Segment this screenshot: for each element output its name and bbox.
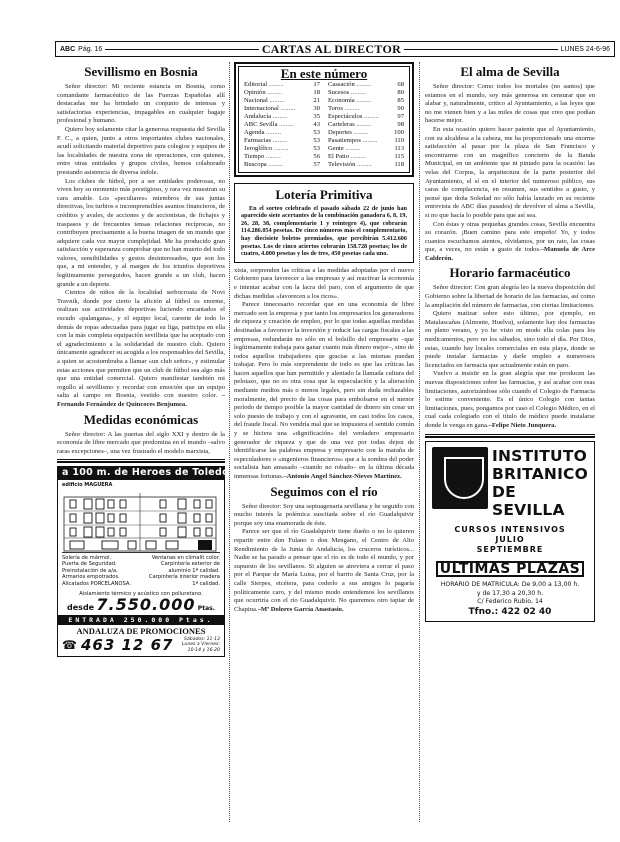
ad-divider bbox=[425, 436, 595, 438]
letter-paragraph: xista, sorprenden las críticas a las medidas adoptadas por el nuevo Gobierno para favorecer a las empresas y así reactivar la economía e intentar acabar con la lacra del paro, con el argumento de que dichas medidas «favorecen a los ricos». bbox=[234, 266, 414, 300]
letter-signature: –Mª Dolores García Anastasio. bbox=[257, 605, 344, 613]
office-hours bbox=[177, 637, 220, 654]
toc-item bbox=[328, 145, 404, 153]
toc-item-page: 35 bbox=[313, 112, 320, 120]
toc-item bbox=[244, 113, 320, 121]
letter-text: Cientos de niños de la localidad serbocroata de Novi Travnik, donde por cierto la afición al fútbol es enorme, realizan sus actividades deportivas luciendo encantados el escudo «palangana», y el equipo local, carente de todo lo demás de ropas adecuadas para jugar su liga, participa en ella con la más completa equipación sevillista que ha aceptado con el agradecimiento a la solidaridad de nuestro club. Quiero únicamente agradecer su acogida a los responsables del Sevilla, a quien se acostumbraba a llamar «un club señor», y estimular estas acciones que permiten que un club de fútbol sea algo más que una entidad comercial. Quiero manifestar también mi orgullo al sevillismo y recordar con emoción que un equipo salta al campo en Bosnia, vestido con nuestro color. bbox=[57, 289, 225, 400]
course-info bbox=[432, 525, 588, 555]
letter-paragraph: Señor director: Mi reciente estancia en Bosnia, como comandante farmacéutico de las Fuerzas Españolas allí destacadas me ha brindado un conjunto de intensas y satisfactorias experiencias, impagables en cualquier bagaje profesional y humano. bbox=[57, 83, 225, 125]
phone-row bbox=[58, 637, 224, 656]
school-name-line: DE SEVILLA bbox=[492, 482, 565, 519]
feature-item: Solería de mármol. bbox=[62, 554, 112, 561]
page-header bbox=[55, 41, 615, 57]
header-brand-page bbox=[60, 46, 102, 53]
page-number: Pág. 16 bbox=[78, 45, 103, 53]
toc-item bbox=[328, 113, 404, 121]
toc-item-page: 80 bbox=[397, 88, 404, 96]
company-name: ANDALUZA DE PROMOCIONES bbox=[76, 626, 206, 637]
letter-seguimos-con-el-rio bbox=[234, 484, 414, 615]
toc-item bbox=[328, 105, 404, 113]
school-name-line: INSTITUTO bbox=[492, 446, 587, 465]
letter-signature: –Fernando Fernández de Quincoces Benjumea. bbox=[57, 392, 225, 408]
toc-item bbox=[328, 129, 404, 137]
toc-item-page: 30 bbox=[313, 104, 320, 112]
letter-signature: –Manuela de Arce Calderón. bbox=[425, 246, 596, 262]
toc-item-name: Deportes ..... bbox=[328, 129, 368, 137]
toc-item bbox=[244, 153, 320, 161]
toc-item-page: 53 bbox=[313, 144, 320, 152]
price-currency: Ptas. bbox=[197, 605, 215, 613]
toc-item bbox=[244, 129, 320, 137]
toc-item-name: Pasatiempos ..... bbox=[328, 137, 377, 145]
feature-item: Carpintería interior madera 1ª calidad. bbox=[148, 574, 220, 587]
feature-item: Preinstalación de a/a. bbox=[62, 567, 118, 574]
hours-line: Sábados: 11-13 bbox=[184, 636, 220, 642]
letter-title: Horario farmacéutico bbox=[449, 265, 571, 281]
feature-list-right bbox=[143, 555, 220, 588]
letter-paragraph: Quiero matizar sobre esto último, por ejemplo, en Matalascañas (Almonte, Huelva), solamente hay dos farmacias en pleno verano, y yo he visto en modo ella colas para los medicamentos, pero no los sábados, sino todo el día. Por Dios, estas, cuando hay locales comerciales en esta playa, donde se puede instalar farmacias y darle empleo a numerosos licenciados en farmacia que actualmente están en paro. bbox=[425, 310, 595, 369]
feature-item: Ventanas en climalit color. bbox=[151, 554, 220, 561]
toc-item-name: Sucesos ..... bbox=[328, 89, 366, 97]
toc-item-page: 17 bbox=[313, 80, 320, 88]
lottery-title: Lotería Primitiva bbox=[275, 186, 373, 202]
phone-number: 463 12 67 bbox=[80, 635, 174, 654]
toc-item-page: 100 bbox=[394, 128, 404, 136]
toc-item-name: Jeroglífico ..... bbox=[244, 145, 289, 153]
school-name bbox=[492, 447, 588, 519]
letter-paragraph: Señor director: Con gran alegría leo la nueva disposición del Gobierno sobre la libertad de horario de las farmacias, así como la ampliación del número de farmacias, con ciertas limitaciones. bbox=[425, 284, 595, 309]
toc-item-name: Televisión ..... bbox=[328, 161, 372, 169]
toc-item bbox=[244, 89, 320, 97]
letter-title: El alma de Sevilla bbox=[460, 64, 560, 79]
toc-title: En este número bbox=[280, 66, 368, 81]
brand-logo: ABC bbox=[60, 45, 76, 53]
toc-item bbox=[244, 161, 320, 169]
enrollment-info bbox=[432, 581, 588, 607]
housing-advertisement bbox=[57, 466, 229, 656]
lottery-results-text: En el sorteo celebrado el pasado sábado 22 de junio han aparecido siete acertantes de la combinación ganadora 6, 8, 19, 26, 28, 38, complementario 1 y reintegro 4), que cobrarán 114.286.054 pesetas. De cinco números más el complementario, hay diecisiete boletos premiados, que percibirán 5.412.606 pesetas. Los de cinco aciertos cobrarán 158.728 pesetas; los de cuatro, 4.800 pesetas y los de tres, 450 pesetas cada uno. bbox=[241, 204, 407, 258]
letter-paragraph bbox=[425, 370, 595, 430]
toc-item-name: Andalucía ..... bbox=[244, 113, 288, 121]
toc-item-page: 118 bbox=[394, 160, 404, 168]
toc-item bbox=[244, 97, 320, 105]
enrollment-hours: y de 17,30 a 20,30 h. bbox=[476, 589, 544, 597]
toc-item bbox=[328, 81, 404, 89]
toc-item-page: 68 bbox=[397, 80, 404, 88]
letter-paragraph: Señor director: Soy una septuagenaria sevillana y he seguido con mucho interés la polémica suscitada sobre el río Guadalquivir porque soy una enamorada de éste. bbox=[234, 502, 414, 527]
toc-item-name: Agenda ..... bbox=[244, 129, 281, 137]
letter-paragraph: Señor director: A las puertas del siglo XXI y dentro de la economía de libre mercado que predomina en el mundo –salvo raras excepciones–, una vez frustrado el modelo marxista, bbox=[57, 430, 225, 455]
letter-text: Parece innecesario recordar que en una economía de libre mercado son la empresa y por tanto los empresarios los generadores de riqueza y creación de empleo, por lo que todas aquellas medidas destinadas a favorecer la inversión y reducir las cargas fiscales a las empresas, redundarán no sólo en el bolsillo del empresario –que legítimamente trabaja para ganar cuanto más dinero mejor–, sino de todos aquellos trabajadores que gracias a las mismas puedan trabajar. Pero lo más sorprendente de todo es que las críticas las hacen aquellos que han permitido y alentado la llamada cultura del pelotazo, que no es otra cosa que la especulación y la alteración mediante medios más o menos legales, pero sin duda rechazables moralmente, del precio de las cosas para embolsarse en el menor período de tiempo posible la mayor cantidad de dinero sin crear un solo puesto de trabajo y con el agravante, en casi todos los casos, del fraude fiscal. No vendría mal que se impusiera el sentido común y se hiciera una «dignificación» del verdadero empresario generador de riqueza y que de una vez por todas dejen de identificarse las palabras empresa y empresario con la maraña de especuladores o «ingenieros financieros» que a la sombra del poder socialista han amasado –cuando no robado– en la última década inmensas fortunas. bbox=[234, 301, 414, 480]
issue-date: LUNES 24-6-96 bbox=[560, 45, 610, 53]
letter-medidas-economicas-continued bbox=[234, 267, 414, 482]
toc-grid bbox=[244, 81, 404, 169]
toc-item-name: Editorial ..... bbox=[244, 81, 284, 89]
crest-shield-icon bbox=[444, 457, 484, 499]
course-month: JULIO bbox=[495, 534, 525, 544]
header-rule-left bbox=[105, 49, 259, 50]
toc-item-page: 57 bbox=[313, 160, 320, 168]
toc-item-page: 53 bbox=[313, 128, 320, 136]
toc-item bbox=[244, 105, 320, 113]
ad-divider bbox=[57, 459, 225, 460]
feature-item: Carpintería exterior de aluminio 1ª calidad. bbox=[161, 561, 220, 574]
toc-item-page: 98 bbox=[397, 120, 404, 128]
toc-item bbox=[244, 121, 320, 129]
letter-paragraph: Los clubes de fútbol, por a ser entidades poderosas, no viven hoy su momento más prestigioso, y rara vez muestran su cara amable. Los «peculiares» miembros de sus juntas directivas, los turbios e incomprensibles asuntos financieros, de créditos y avales, de acciones y de accionistas, de fichajes y traspasos y de frecuentes tensas relaciones recíprocas, no contribuyen precisamente a la buena imagen de un mundo que adquiere cada vez mayor complejidad. Me ha producido gran satisfacción y esperanza comprobar que no han muerto del todo valores, sensibilidades y gestos desinteresados, que son los que, a mi entender, y al margen de los triunfos deportivos legítimamente perseguidos, hacen grande a un club, hacen grande a un deporte. bbox=[57, 177, 225, 288]
letter-paragraph bbox=[57, 289, 225, 409]
letter-signature: –Felipe Nieto Junquera. bbox=[488, 421, 557, 429]
feature-item: Puerta de Seguridad. bbox=[62, 561, 117, 568]
toc-item bbox=[328, 89, 404, 97]
toc-item-page: 90 bbox=[397, 104, 404, 112]
feature-item: Armarios empotrados. bbox=[62, 574, 120, 581]
toc-item bbox=[328, 161, 404, 169]
hours-line: Lunes a Viernes: 10-14 y 16-20 bbox=[181, 642, 220, 654]
toc-item-page: 53 bbox=[313, 136, 320, 144]
down-payment-banner: ENTRADA 250.000 Ptas. bbox=[58, 615, 224, 626]
toc-item-name: Economía ..... bbox=[328, 97, 371, 105]
toc-item-name: Cassación ..... bbox=[328, 81, 371, 89]
toc-item-page: 115 bbox=[394, 152, 404, 160]
school-advertisement bbox=[425, 441, 595, 623]
toc-item-name: Nacional ..... bbox=[244, 97, 284, 105]
letter-el-alma-de-sevilla bbox=[425, 64, 595, 263]
price-amount: 7.550.000 bbox=[96, 595, 196, 615]
letter-paragraph: Quiero hoy solamente citar la generosa respuesta del Sevilla F. C., a quien, junto a otros importantes clubes nacionales, acudí solicitando material deportivo para colegios y equipos de las localidades de nuestra zona de operaciones, con quienes, entre otras entidades y grupos civiles, hemos colaborado prestando asistencia de diversa índole. bbox=[57, 125, 225, 176]
ad-divider bbox=[425, 434, 595, 435]
letter-text: Con éstas y otras pequeñas grandes cosas, Sevilla encuentra su corazón. ¡Buen camino para este empeño! Yo, y todos cuantos escuchamos atentos, olvidamos, por un rato, las cosas que, a veces, no están a gusto de todos. bbox=[425, 220, 595, 254]
letter-title: Sevillismo en Bosnia bbox=[84, 64, 198, 79]
letter-horario-farmaceutico bbox=[425, 265, 595, 430]
ad-banner: a 100 m. de Heroes de Toledo bbox=[58, 467, 224, 480]
building-illustration bbox=[62, 491, 220, 553]
toc-item-name: Opinión ..... bbox=[244, 89, 282, 97]
toc-item-page: 43 bbox=[313, 120, 320, 128]
toc-item-name: Espectáculos ..... bbox=[328, 113, 379, 121]
toc-item-page: 97 bbox=[397, 112, 404, 120]
toc-item-page: 113 bbox=[394, 144, 404, 152]
enrollment-hours: HORARIO DE MATRICULA: De 9,00 a 13,00 h. bbox=[440, 581, 580, 589]
letter-text: Vuelvo a insistir en la gran alegría que me producen las nuevas disposiciones sobre las farmacias, y así acabar con esas limitaciones, autorizándose sólo cuando el Colegio de Farmacia lo estime conveniente. Es el único Colegio con tantas limitaciones, pues, pongamos por caso el Colegio Médico, en el cual cada colegiado con el título de médico puede instalarse donde le venga en gana. bbox=[425, 370, 595, 429]
left-column bbox=[57, 62, 229, 657]
feature-list bbox=[58, 553, 224, 590]
table-of-contents-box bbox=[234, 62, 414, 177]
building-drawing-icon bbox=[62, 491, 218, 553]
letter-medidas-economicas bbox=[57, 412, 225, 457]
coat-of-arms-icon bbox=[432, 447, 488, 509]
telephone-icon: ☎ bbox=[62, 637, 77, 652]
courses-label: CURSOS INTENSIVOS bbox=[454, 524, 566, 534]
letter-paragraph: En esta ocasión quiero hacer patente que el Ayuntamiento, con su alcaldesa a la cabeza, me ha proporcionado una enorme satisfacción al pasar por la plaza de San Francisco y encontrarme con un magnífico concierto de la Banda Municipal, en un ambiente que ni pintado para la ocasión: las velas del Corpus, la arquitectura de la parte posterior del Ayuntamiento, el sí en el interior del numeroso público, sus caras de complacencia, en resumen, sus sentidos a gusto, y pensé que doña Soledad no sólo había lanzado en su reciente entrevista de ABC días pasados) de devolver el alma a Sevilla, si no que hacía lo posible para que así sea. bbox=[425, 125, 595, 219]
letter-title: Medidas económicas bbox=[83, 411, 199, 427]
feature-item-wide: Aislamiento térmico y acústico con poliuretano. bbox=[79, 590, 203, 597]
table-of-contents-inner bbox=[238, 66, 410, 173]
column-divider bbox=[419, 62, 420, 822]
letter-sevillismo-en-bosnia bbox=[57, 64, 225, 410]
school-name-line: BRITANICO bbox=[492, 464, 588, 483]
column-divider bbox=[229, 62, 230, 822]
price-from-label: desde bbox=[67, 603, 95, 613]
right-column bbox=[425, 62, 595, 622]
toc-item bbox=[244, 81, 320, 89]
toc-item-page: 21 bbox=[313, 96, 320, 104]
toc-item-name: Gente ..... bbox=[328, 145, 360, 153]
building-label: edificio MAGUERA bbox=[62, 481, 113, 488]
toc-item-name: Internacional ..... bbox=[244, 105, 295, 113]
toc-item bbox=[328, 121, 404, 129]
section-title: CARTAS AL DIRECTOR bbox=[261, 41, 402, 56]
toc-item-name: Farmacias ..... bbox=[244, 137, 288, 145]
letter-paragraph: Señor director: Como todos los mortales (no santos) que estamos en el mundo, soy más generosa en censurar que en alabar y, naturalmente, critico al Ayuntamiento, a las leyes que no me vienen bien y a las miles de cosas que creo que podían hacerse mejor. bbox=[425, 83, 595, 125]
toc-item-page: 56 bbox=[313, 152, 320, 160]
toc-item-page: 110 bbox=[394, 136, 404, 144]
middle-column bbox=[234, 62, 414, 614]
toc-item-name: Buscopa ..... bbox=[244, 161, 283, 169]
letter-paragraph bbox=[234, 528, 414, 614]
ad-divider bbox=[57, 461, 225, 463]
last-places-banner: ULTIMAS PLAZAS bbox=[436, 561, 584, 578]
toc-item-page: 18 bbox=[313, 88, 320, 96]
school-phone: Tfno.: 422 02 40 bbox=[468, 606, 552, 617]
toc-item-page: 85 bbox=[397, 96, 404, 104]
toc-list-right bbox=[328, 81, 404, 169]
letter-title: Seguimos con el río bbox=[270, 483, 378, 499]
letter-signature: –Antonio Angel Sánchez-Nieves Martínez. bbox=[283, 473, 402, 480]
toc-item-name: Tiempo ..... bbox=[244, 153, 281, 161]
toc-item bbox=[328, 137, 404, 145]
letter-paragraph bbox=[234, 301, 414, 481]
feature-list-left bbox=[62, 555, 139, 588]
price-line bbox=[58, 595, 224, 615]
school-address: C/ Federico Rubio, 14 bbox=[477, 598, 543, 606]
letter-paragraph bbox=[425, 221, 595, 264]
school-header bbox=[432, 447, 588, 519]
toc-item bbox=[328, 153, 404, 161]
toc-item-name: Carteleras ..... bbox=[328, 121, 371, 129]
course-month: SEPTIEMBRE bbox=[476, 544, 544, 554]
lottery-box bbox=[234, 183, 414, 263]
feature-item: Alicatados PORCELANOSA. bbox=[62, 580, 131, 587]
toc-item bbox=[244, 137, 320, 145]
toc-item bbox=[244, 145, 320, 153]
toc-list-left bbox=[244, 81, 320, 169]
toc-item-name: ABC Sevilla ..... bbox=[244, 121, 294, 129]
toc-item-name: Toros ..... bbox=[328, 105, 359, 113]
toc-item-name: El Patio ..... bbox=[328, 153, 366, 161]
toc-item bbox=[328, 97, 404, 105]
header-rule-right bbox=[404, 49, 558, 50]
letter-text: Parece ser que el río Guadalquivir tiene dueño o no lo quieren repartir entre don Fulano o don Mengano, el Centro de Alto Rendimiento de la Junta de Andalucía, los cruceros turísticos... Nadie se ha parado a pensar que el río es de todo el mundo, y por supuesto de los sevillanos. Si alguien se atreviera a cerrar el paso por el Parque de María Luisa, por el barrio de Santa Cruz, por la calle Sierpes, etcétera, para cederlo a sus amigos lo pagaría políticamente caro, y del mismo modo entendemos los sevillanos que ocurriría con el río Guadalquivir. No queremos otro tapiar de Chapina. bbox=[234, 528, 414, 613]
